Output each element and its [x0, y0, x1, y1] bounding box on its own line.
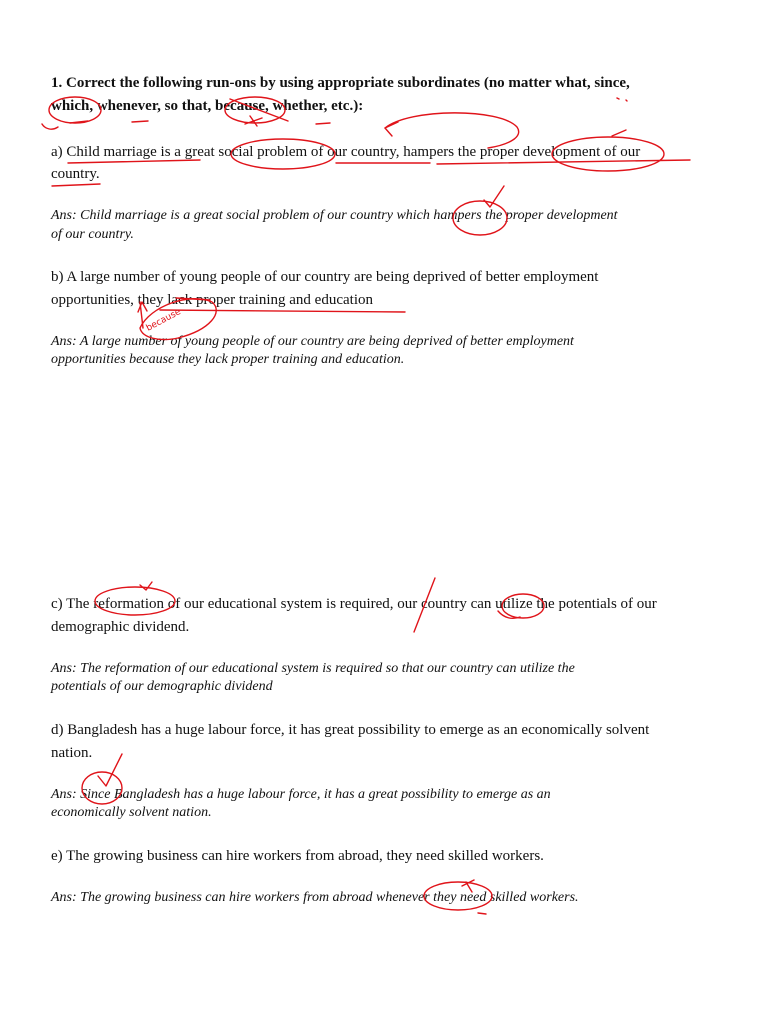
question-e-line-1: e) The growing business can hire workers from abroad, they need skilled workers. [51, 848, 544, 864]
question-c-line-1: c) The reformation of our educational system is required, our country can utilize the potentials of our [51, 596, 657, 612]
answer-b-line-1: Ans: A large number of young people of our country are being deprived of better employment [51, 334, 574, 349]
dash-marks-annotation [70, 121, 148, 123]
cross-mark-annotation [245, 116, 262, 126]
question-a-line-2: country. [51, 166, 100, 182]
question-d-line-2: nation. [51, 745, 93, 761]
answer-d-line-2: economically solvent nation. [51, 805, 212, 820]
answer-c-line-2: potentials of our demographic dividend [51, 679, 273, 694]
small-tick-annotation [612, 130, 626, 136]
check-which-answer [484, 186, 504, 207]
exercise-heading-line-1: 1. Correct the following run-ons by using appropriate subordinates (no matter what, since, [51, 75, 630, 91]
small-dash-whenever [478, 913, 486, 914]
answer-e-line-1: Ans: The growing business can hire workers from abroad whenever they need skilled workers. [51, 890, 579, 905]
question-b-line-2: opportunities, they lack proper training and education [51, 292, 373, 308]
exercise-heading-line-2: which, whenever, so that, because, whether, etc.): [51, 98, 364, 114]
tick-mark-annotation [42, 124, 58, 129]
answer-c-line-1: Ans: The reformation of our educational system is required so that our country can utilize the [51, 661, 575, 676]
answer-a-line-1: Ans: Child marriage is a great social problem of our country which hampers the proper development [51, 208, 618, 223]
question-b-line-1: b) A large number of young people of our country are being deprived of better employment [51, 269, 599, 285]
check-since [98, 754, 122, 786]
answer-d-line-1: Ans: Since Bangladesh has a huge labour force, it has a great possibility to emerge as an [51, 787, 551, 802]
arrow-head-annotation [385, 122, 398, 136]
question-c-line-2: demographic dividend. [51, 619, 190, 635]
question-d-line-1: d) Bangladesh has a huge labour force, it has great possibility to emerge as an economically solvent [51, 722, 650, 738]
question-a-line-1: a) Child marriage is a great social problem of our country, hampers the proper development of our [51, 144, 641, 160]
small-check-reformation [140, 582, 152, 590]
answer-a-line-2: of our country. [51, 227, 134, 242]
because-handwritten-note: because [144, 307, 183, 334]
answer-b-line-2: opportunities because they lack proper training and education. [51, 352, 405, 367]
